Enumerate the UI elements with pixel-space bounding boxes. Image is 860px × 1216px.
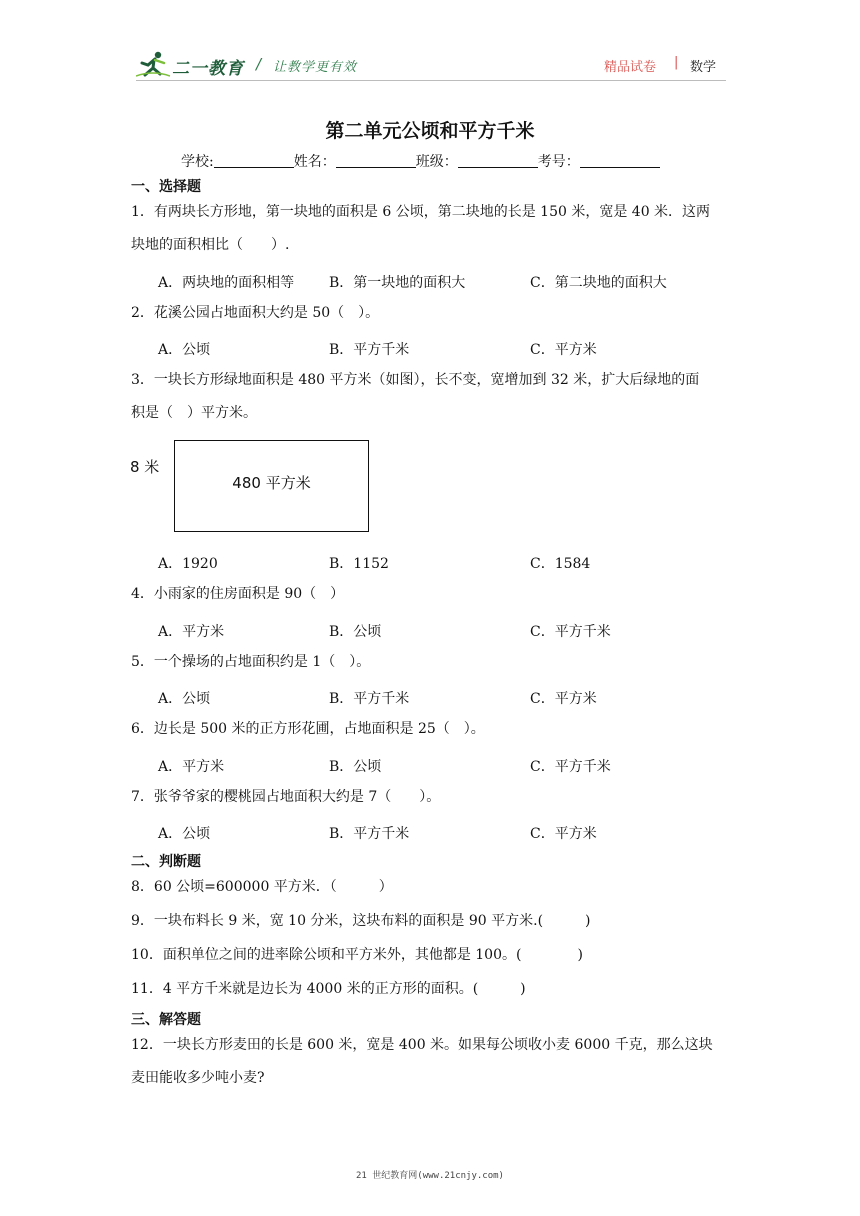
question-5-option-b[interactable]: B．平方千米 [329,691,410,707]
name-blank[interactable] [336,153,416,168]
brand-logo-runner-icon [136,50,170,78]
question-9: 9．一块布料长 9 米，宽 10 分米，这块布料的面积是 90 平方米.( ) [131,913,591,929]
brand-name: 二一教育 [172,59,244,79]
figure-area-label: 480 平方米 [232,474,311,492]
question-7: 7．张爷爷家的樱桃园占地面积大约是 7（ ）。 [131,789,441,805]
question-3-line-1: 3．一块长方形绿地面积是 480 平方米（如图），长不变，宽增加到 32 米，扩大后绿地的面 [131,372,700,388]
question-1-line-1: 1．有两块长方形地，第一块地的面积是 6 公顷，第二块地的长是 150 米，宽是 40 米．这两 [131,204,711,220]
section-heading-answer: 三、解答题 [131,1012,201,1028]
page-footer: 21 世纪教育网(www.21cnjy.com) [356,1171,504,1181]
exam-no-blank[interactable] [580,153,660,168]
question-7-option-b[interactable]: B．平方千米 [329,826,410,842]
question-6: 6．边长是 500 米的正方形花圃，占地面积是 25（ ）。 [131,721,485,737]
subject-tag: 数学 [690,60,717,75]
question-5-option-a[interactable]: A．公顷 [158,691,211,707]
question-1-line-2: 块地的面积相比（ ）. [131,237,290,253]
question-6-option-a[interactable]: A．平方米 [158,759,225,775]
brand-slash: / [256,55,262,73]
page-title: 第二单元公顷和平方千米 [325,120,535,142]
question-2-option-b[interactable]: B．平方千米 [329,342,410,358]
brand-slogan: 让教学更有效 [273,60,358,75]
question-7-option-c[interactable]: C．平方米 [530,826,597,842]
question-4: 4．小雨家的住房面积是 90（ ） [131,586,345,602]
student-info-line [181,151,660,171]
question-3-option-c[interactable]: C．1584 [530,556,591,572]
class-blank[interactable] [458,153,538,168]
question-11: 11．4 平方千米就是边长为 4000 米的正方形的面积。( ) [131,981,526,997]
question-3-line-2: 积是（ ）平方米。 [131,405,257,421]
figure-side-label: 8 米 [130,458,160,476]
question-5: 5．一个操场的占地面积约是 1（ ）。 [131,654,371,670]
question-8: 8．60 公顷=600000 平方米．（ ） [131,879,393,895]
school-blank[interactable] [214,153,294,168]
question-4-option-a[interactable]: A．平方米 [158,624,225,640]
question-3-option-a[interactable]: A．1920 [158,556,218,572]
section-heading-judgement: 二、判断题 [131,854,201,870]
header-divider [136,80,726,81]
question-1-option-b[interactable]: B．第一块地的面积大 [329,275,466,291]
question-6-option-c[interactable]: C．平方千米 [530,759,611,775]
question-4-option-b[interactable]: B．公顷 [329,624,382,640]
question-12-line-2: 麦田能收多少吨小麦? [131,1070,265,1086]
section-heading-choice: 一、选择题 [131,179,201,195]
question-4-option-c[interactable]: C．平方千米 [530,624,611,640]
question-10: 10．面积单位之间的进率除公顷和平方米外，其他都是 100。( ) [131,947,583,963]
school-label: 学校: [181,154,214,170]
exam-no-label: 考号： [537,154,580,170]
name-label: 姓名： [293,154,336,170]
question-1-option-a[interactable]: A．两块地的面积相等 [158,275,295,291]
question-2-option-c[interactable]: C．平方米 [530,342,597,358]
question-7-option-a[interactable]: A．公顷 [158,826,211,842]
question-5-option-c[interactable]: C．平方米 [530,691,597,707]
question-3-option-b[interactable]: B．1152 [329,556,389,572]
question-6-option-b[interactable]: B．公顷 [329,759,382,775]
premium-paper-tag: 精品试卷 [604,60,657,75]
header-separator: | [674,55,679,70]
class-label: 班级： [415,154,458,170]
question-1-option-c[interactable]: C．第二块地的面积大 [530,275,667,291]
question-2-option-a[interactable]: A．公顷 [158,342,211,358]
question-2: 2．花溪公园占地面积大约是 50（ ）。 [131,305,380,321]
question-12-line-1: 12．一块长方形麦田的长是 600 米，宽是 400 米。如果每公顷收小麦 6000 千克，那么这块 [131,1037,713,1053]
